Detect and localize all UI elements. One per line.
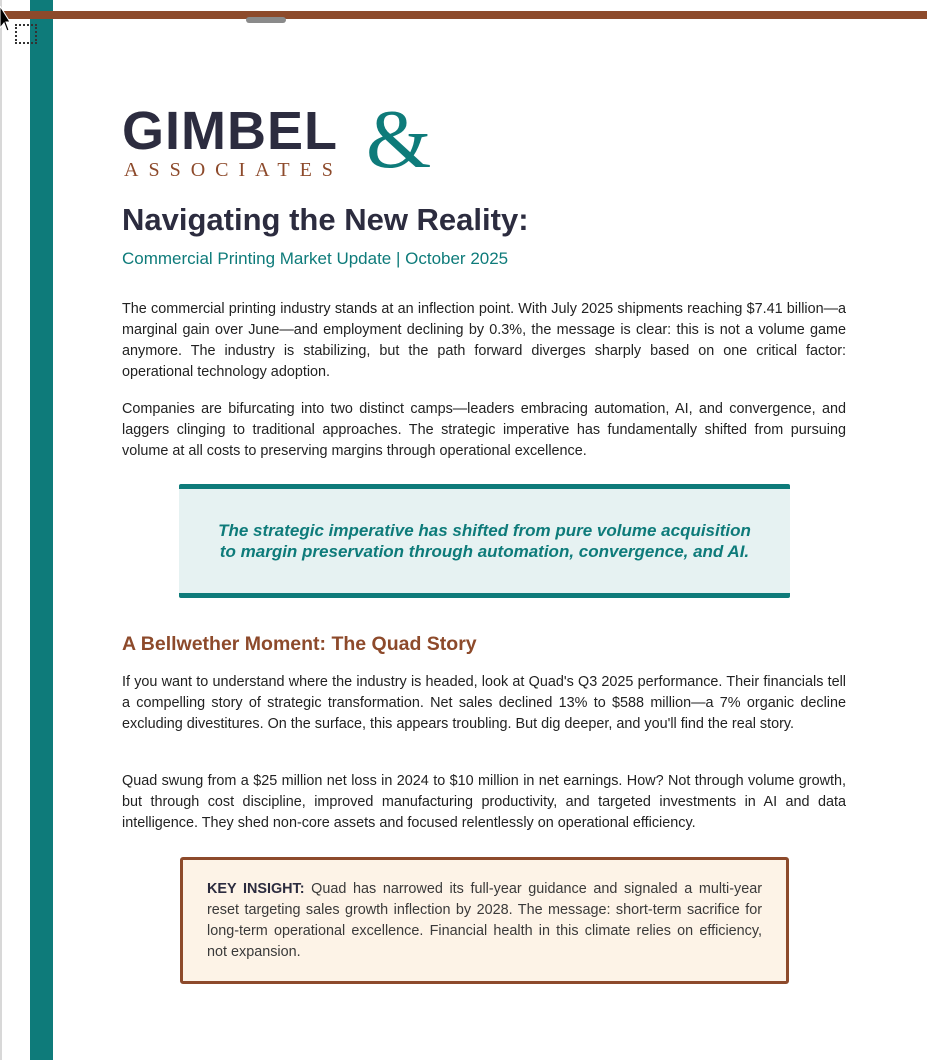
- pull-quote-box: [179, 484, 790, 598]
- resize-handle[interactable]: [246, 17, 286, 23]
- pull-quote-text: The strategic imperative has shifted from pure volume acquisition to margin preservation through automation, convergence, and AI.: [218, 520, 751, 561]
- selection-box-icon[interactable]: [15, 24, 37, 44]
- logo-wordmark: GIMBEL: [122, 101, 338, 161]
- intro-paragraph-1: The commercial printing industry stands at an inflection point. With July 2025 shipments reaching $7.41 billion—a marginal gain over June—and employment declining by 0.3%, the message is clear: this is not a volume game anymore. The industry is stabilizing, but the path forward diverges sharply based on one critical factor: operational technology adoption.: [122, 301, 846, 380]
- company-logo: [122, 93, 462, 186]
- section-paragraph-2: Quad swung from a $25 million net loss in 2024 to $10 million in net earnings. How? Not through volume growth, but through cost discipline, improved manufacturing productivity, and targeted investments in AI and data intelligence. They shed non-core assets and focused relentlessly on operational efficiency.: [122, 773, 846, 831]
- key-insight-text: Quad has narrowed its full-year guidance and signaled a multi-year reset targeting sales growth inflection by 2028. The message: short-term sacrifice for long-term operational excellence. Financial health in this climate relies on efficiency, not expansion.: [207, 881, 763, 960]
- section-paragraph-1: If you want to understand where the industry is headed, look at Quad's Q3 2025 performance. Their financials tell a compelling story of strategic transformation. Net sales declined 13% to $588 million—a 7% organic decline excluding divestitures. On the surface, this appears troubling. But dig deeper, and you'll find the real story.: [122, 674, 846, 732]
- page-title: Navigating the New Reality:: [122, 202, 529, 237]
- key-insight-box: [180, 857, 789, 984]
- arrow-cursor-icon: [0, 6, 10, 32]
- intro-paragraph-2: Companies are bifurcating into two distinct camps—leaders embracing automation, AI, and convergence, and laggers clinging to traditional approaches. The strategic imperative has fundamentally shifted from pursuing volume at all costs to preserving margins through operational excellence.: [122, 401, 846, 459]
- logo-ampersand: &: [366, 93, 432, 186]
- key-insight-label: KEY INSIGHT:: [207, 881, 305, 897]
- side-accent-bar: [30, 0, 53, 1060]
- window-edge: [0, 0, 2, 1060]
- logo-subtitle: ASSOCIATES: [124, 159, 343, 181]
- top-accent-rule: [0, 11, 927, 19]
- page-subtitle: Commercial Printing Market Update | October 2025: [122, 249, 509, 268]
- key-insight-paragraph: [207, 879, 762, 963]
- section-heading: A Bellwether Moment: The Quad Story: [122, 633, 477, 655]
